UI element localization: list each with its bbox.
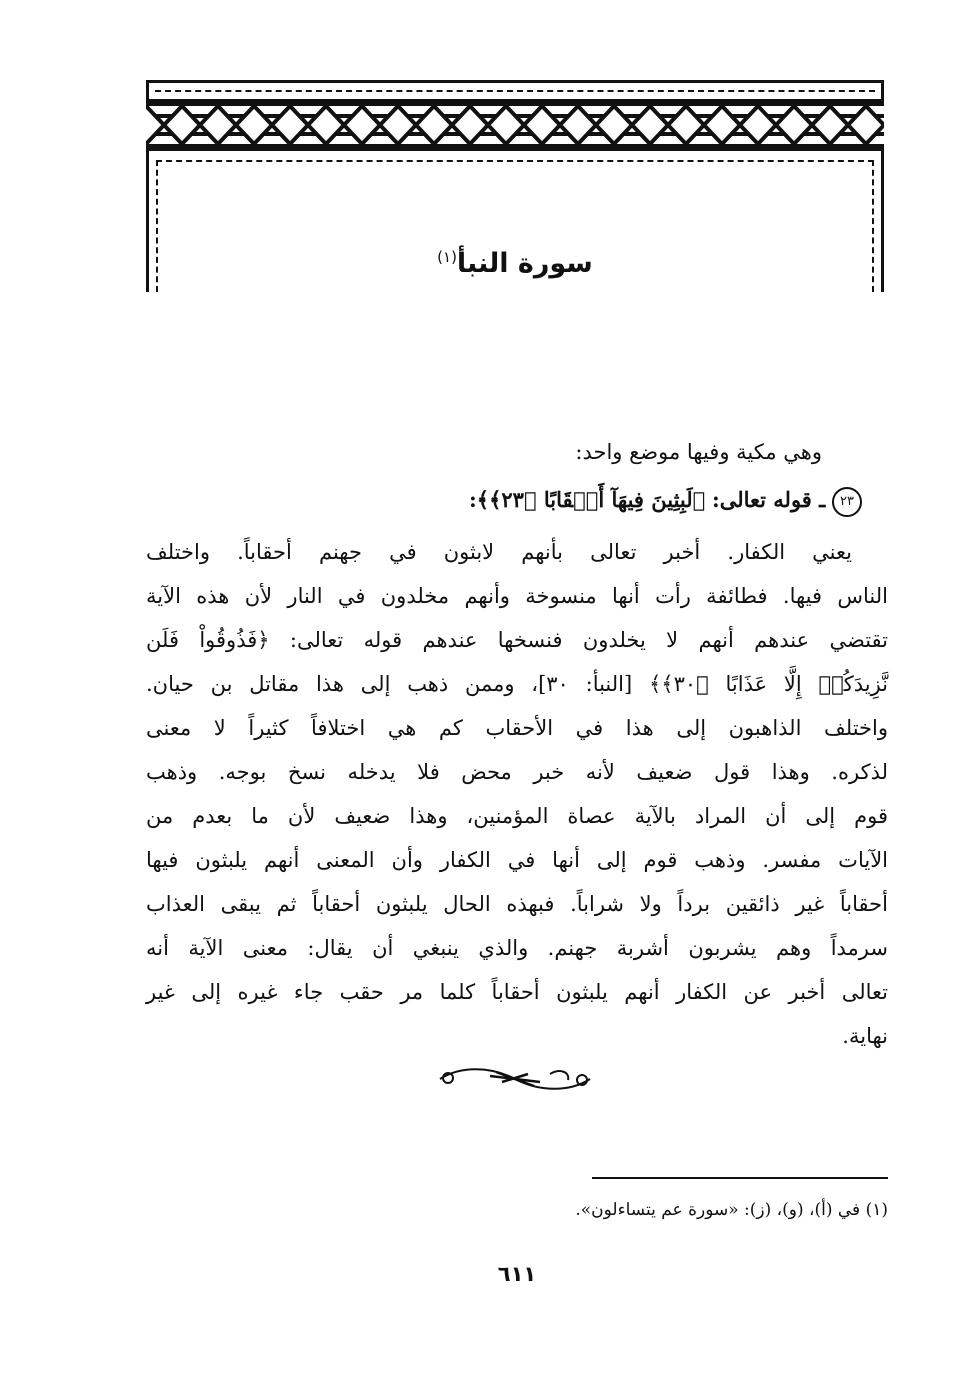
body-line: تقتضي عندهم أنهم لا يخلدون فنسخها عندهم قوله تعالى: ﴿فَذُوقُواْ فَلَن [146,628,888,652]
surah-title [146,248,884,279]
verse-heading [146,478,862,522]
ornamental-band [146,102,884,148]
body-line: واختلف الذاهبون إلى هذا في الأحقاب كم هي اختلافاً كثيراً لا معنى [146,716,888,740]
surah-title-text: سورة النبأ [456,248,593,279]
page-number: ٦١١ [497,1262,537,1286]
section-ornament [430,1064,600,1094]
verse-label: ـ قوله تعالى: [711,487,826,512]
verse-text: ﴿لَبِثِينَ فِيهَآ أَحۡقَابًا ﴿٢٣﴾﴾: [469,487,706,512]
intro-line: وهي مكية وفيها موضع واحد: [575,440,822,464]
body-line: سرمداً وهم يشربون أشربة جهنم. والذي ينبغي أن يقال: معنى الآية أنه [146,936,888,960]
footnote: (١) في (أ)، (و)، (ز): «سورة عم يتساءلون». [575,1200,888,1220]
body-line: قوم إلى أن المراد بالآية عصاة المؤمنين، وهذا ضعيف لأن ما بعدم من [146,804,888,828]
title-footnote-marker: (١) [437,248,457,266]
body-line: الآيات مفسر. وذهب قوم إلى أنها في الكفار وأن المعنى أنهم يلبثون فيها [146,848,888,872]
body-line: نَّزِيدَكُمۡ إِلَّا عَذَابًا ﴿٣٠﴾﴾ [النبأ: ٣٠]، وممن ذهب إلى هذا مقاتل بن حيان. [146,672,889,696]
body-line: نهاية. [842,1024,888,1048]
body-text [146,530,888,1058]
frame-top-border [146,80,884,102]
body-line: أحقاباً غير ذائقين برداً ولا شراباً. فبهذه الحال يلبثون أحقاباً ثم يبقى العذاب [146,892,888,916]
body-line: لذكره. وهذا قول ضعيف لأنه خبر محض فلا يدخله نسخ بوجه. وذهب [146,760,888,784]
body-line: الناس فيها. فطائفة رأت أنها منسوخة وأنهم مخلدون في النار لأن هذه الآية [146,584,888,608]
verse-number-badge: ٢٣ [832,487,862,517]
body-line: يعني الكفار. أخبر تعالى بأنهم لابثون في جهنم أحقاباً. واختلف [146,540,852,564]
body-line: تعالى أخبر عن الكفار أنهم يلبثون أحقاباً كلما مر حقب جاء غيره إلى غير [146,980,888,1004]
footnote-divider [592,1177,888,1179]
